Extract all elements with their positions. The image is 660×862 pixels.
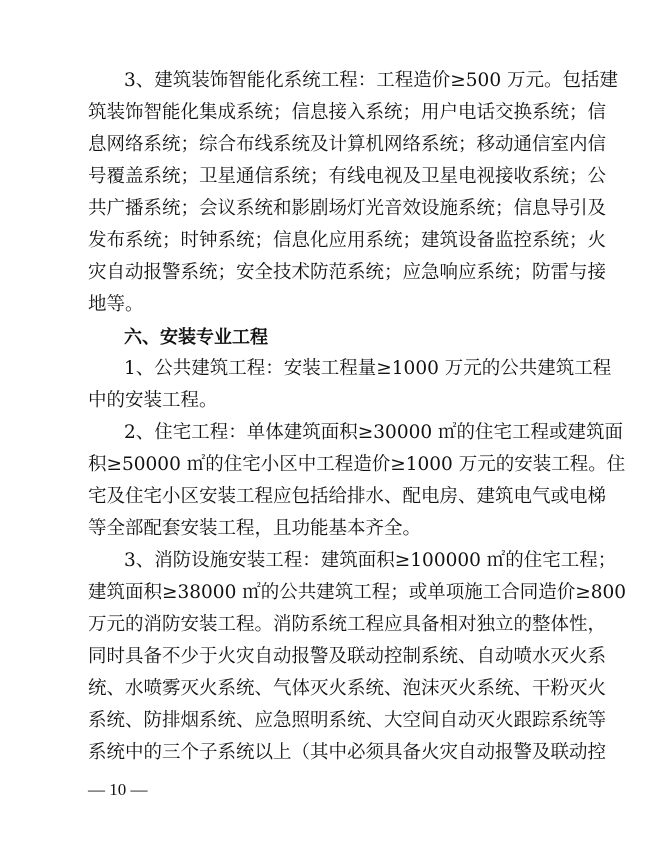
text-line-14: 宅及住宅小区安装工程应包括给排水、配电房、建筑电气或电梯 [88,486,607,507]
text-line-12: 2、住宅工程：单体建筑面积≥30000 ㎡的住宅工程或建筑面 [124,422,624,443]
text-line-21: 系统、防排烟系统、应急照明系统、大空间自动灭火跟踪系统等 [88,710,607,731]
text-line-3: 息网络系统；综合布线系统及计算机网络系统；移动通信室内信 [88,134,607,155]
text-line-22: 系统中的三个子系统以上（其中必须具备火灾自动报警及联动控 [88,742,607,763]
text-line-19: 同时具备不少于火灾自动报警及联动控制系统、自动喷水灭火系 [88,646,607,667]
text-line-2: 筑装饰智能化集成系统；信息接入系统；用户电话交换系统；信 [88,102,607,123]
text-line-10: 1、公共建筑工程：安装工程量≥1000 万元的公共建筑工程 [124,358,612,379]
text-line-8: 地等。 [88,294,144,315]
text-line-20: 统、水喷雾灭火系统、气体灭火系统、泡沫灭火系统、干粉灭火 [88,678,607,699]
text-line-1: 3、建筑装饰智能化系统工程：工程造价≥500 万元。包括建 [124,70,618,91]
section-heading: 六、安装专业工程 [124,327,268,348]
text-line-16: 3、消防设施安装工程：建筑面积≥100000 ㎡的住宅工程； [124,550,617,571]
text-line-17: 建筑面积≥38000 ㎡的公共建筑工程；或单项施工合同造价≥800 [88,582,627,603]
text-line-11: 中的安装工程。 [88,390,218,411]
text-line-4: 号覆盖系统；卫星通信系统；有线电视及卫星电视接收系统；公 [88,166,607,187]
text-line-15: 等全部配套安装工程，且功能基本齐全。 [88,518,422,539]
text-line-6: 发布系统；时钟系统；信息化应用系统；建筑设备监控系统；火 [88,230,607,251]
text-line-18: 万元的消防安装工程。消防系统工程应具备相对独立的整体性， [88,614,607,635]
text-line-7: 灾自动报警系统；安全技术防范系统；应急响应系统；防雷与接 [88,262,607,283]
page-number: — 10 — [88,780,148,799]
text-line-13: 积≥50000 ㎡的住宅小区中工程造价≥1000 万元的安装工程。住 [88,454,626,475]
text-line-5: 共广播系统；会议系统和影剧场灯光音效设施系统；信息导引及 [88,198,607,219]
